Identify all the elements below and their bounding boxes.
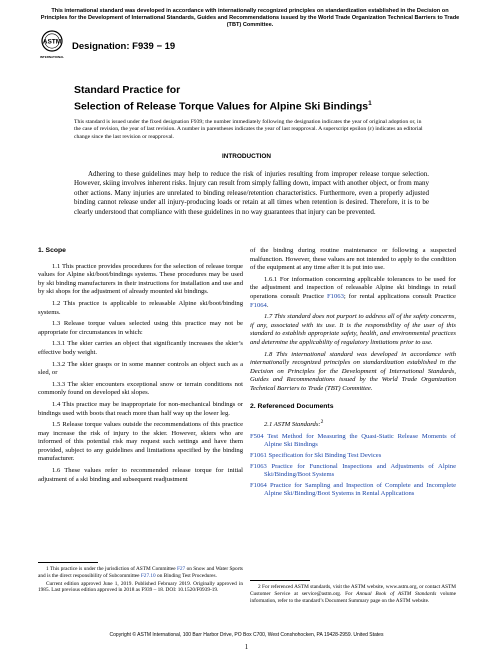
page-number: 1 bbox=[244, 643, 249, 651]
paragraph-1-2: 1.2 This practice is applicable to releasable Alpine ski/boot/binding systems. bbox=[38, 299, 243, 316]
committee-link[interactable]: F27 bbox=[176, 566, 186, 572]
paragraph-1-5: 1.5 Release torque values outside the recommendations of this practice may increase the risk of injury to the skier. However, skiers who are informed of this potential risk may request such settings and have them provided, subject to any guidelines and limitations specified by the binding manufacturer. bbox=[38, 421, 243, 463]
paragraph-1-6: 1.6 These values refer to recommended release torque for initial adjustment of a ski binding and subsequent readjustment bbox=[38, 467, 243, 483]
svg-text:ASTM: ASTM bbox=[42, 38, 62, 46]
paragraph-1-8: 1.8 This international standard was developed in accordance with internationally recognized principles on standardization established in the Decision on Principles for the Development of International Standards, Guides and Recommendations issued by the World Trade Organization Technical Barriers to Trade (TBT) Committee. bbox=[250, 350, 456, 392]
paragraph-1-3-2: 1.3.2 The skier grasps or in some manner controls an object such as a sled, or bbox=[38, 360, 243, 377]
introduction-text: Adhering to these guidelines may help to reduce the risk of injuries resulting from improper release torque selection. However, skiing involves inherent risks. Injury can result from simply falling down, impact with another object, or from many other actions. Many injuries are unrelated to binding release/retention characteristics. Furthermore, even a properly adjusted binding cannot release under all injury-producing loads or retain at all times when retention is desired. Therefore, it is to be clearly understood that compliance with these guidelines in no way guarantees that injury can be prevented. bbox=[74, 170, 429, 216]
astm-logo bbox=[40, 30, 64, 60]
issuance-statement: This standard is issued under the fixed designation F939; the number immediately following the designation indicates the year of original adoption or, in the case of revision, the year of last revision. A number in parentheses indicates the year of last reapproval. A superscript epsilon (ε) indicates an editorial change since the last revision or reapproval. bbox=[74, 119, 423, 140]
paragraph-1-6-1: 1.6.1 For information concerning applicable tolerances to be used for the adjustment and inspection of releasable Alpine ski bindings in retail operations consult Practice F1063; for rental applications consult Practice F1064. bbox=[250, 275, 456, 309]
paragraph-1-3: 1.3 Release torque values selected using this practice may not be appropriate for circumstances in which: bbox=[38, 320, 243, 336]
left-column bbox=[38, 247, 243, 487]
footnote-1: 1 This practice is under the jurisdiction of ASTM Committee F27 on Snow and Water Sports and is the direct responsibility of Subcommittee F27.10 on Binding Test Procedures. bbox=[38, 566, 243, 579]
paragraph-1-4: 1.4 This practice may be inappropriate for non-mechanical bindings or bindings used with boots that reach more than half way up the lower leg. bbox=[38, 400, 243, 417]
designation: Designation: F939 − 19 bbox=[72, 41, 176, 52]
wto-notice: This international standard was developed in accordance with internationally recognized principles on standardization established in the Decision on Principles for the Development of International Standards, Guides and Recommendations issued by the World Trade Organization Technical Barriers to Trade (TBT) Committee. bbox=[40, 8, 460, 28]
paragraph-2-1: 2.1 ASTM Standards:$^2$ bbox=[264, 419, 324, 429]
subcommittee-link[interactable]: F27.10 bbox=[140, 572, 156, 579]
practice-f1064-link[interactable]: F1064 bbox=[250, 301, 267, 309]
referenced-documents-heading: 2. Referenced Documents bbox=[250, 402, 334, 410]
document-title bbox=[74, 83, 372, 114]
title-line-2: Selection of Release Torque Values for Alpine Ski Bindings$^1$ bbox=[74, 100, 372, 113]
paragraph-1-1: 1.1 This practice provides procedures for the selection of release torque values for Alpine ski/boot/bindings systems. These procedures may be used by ski binding manufacturers in their instructions for installation and use and by ski shops for the adjustment of already mounted ski bindings. bbox=[38, 262, 243, 296]
title-line-1: Standard Practice for bbox=[74, 84, 181, 96]
ref-f504[interactable]: F504 Test Method for Measuring the Quasi-Static Release Moments of Alpine Ski Bindings bbox=[250, 432, 456, 449]
copyright-footer: Copyright © ASTM International, 100 Barr Harbor Drive, PO Box C700, West Conshohocken, PA 19428-2959. United States bbox=[109, 632, 384, 638]
footnote-rule bbox=[38, 562, 98, 563]
svg-text:INTERNATIONAL: INTERNATIONAL bbox=[40, 55, 64, 59]
ref-f1064[interactable]: F1064 Practice for Sampling and Inspection of Complete and Incomplete Alpine Ski/Binding/Boot Systems in Rental Applications bbox=[250, 481, 456, 498]
footnotes-left bbox=[38, 562, 243, 595]
scope-heading: 1. Scope bbox=[38, 247, 66, 254]
paragraph-1-3-3: 1.3.3 The skier encounters exceptional snow or terrain conditions not commonly found on developed ski slopes. bbox=[38, 380, 243, 397]
introduction-heading: INTRODUCTION bbox=[222, 153, 271, 160]
practice-f1063-link[interactable]: F1063 bbox=[327, 292, 344, 300]
right-column bbox=[250, 247, 456, 501]
footnote-rule-right bbox=[250, 580, 310, 581]
footnotes-right bbox=[250, 580, 456, 605]
ref-f1063[interactable]: F1063 Practice for Functional Inspections and Adjustments of Alpine Ski/Binding/Boot Systems bbox=[250, 462, 457, 479]
paragraph-1-6-continued: of the binding during routine maintenance or following a suspected malfunction. However, these values are not intended to apply to the condition of the equipment at any time after it is put into use. bbox=[250, 247, 456, 272]
ref-f1061[interactable]: F1061 Specification for Ski Binding Test Devices bbox=[250, 452, 382, 460]
footnote-2: 2 For referenced ASTM standards, visit the ASTM website, www.astm.org, or contact ASTM Customer Service at service@astm.org. For Annual Book of ASTM Standards volume information, refer to the standard’s Document Summary page on the ASTM website. bbox=[250, 584, 457, 604]
paragraph-1-7: 1.7 This standard does not purport to address all of the safety concerns, if any, associated with its use. It is the responsibility of the user of this standard to establish appropriate safety, health, and environmental practices and determine the applicability of regulatory limitations prior to use. bbox=[250, 313, 456, 346]
paragraph-1-3-1: 1.3.1 The skier carries an object that significantly increases the skier’s effective body weight. bbox=[38, 340, 243, 356]
footnote-1-edition: Current edition approved June 1, 2019. Published February 2019. Originally approved in 1985. Last previous edition approved in 2018 as F939 – 18. DOI: 10.1520/F0939-19. bbox=[38, 580, 243, 594]
